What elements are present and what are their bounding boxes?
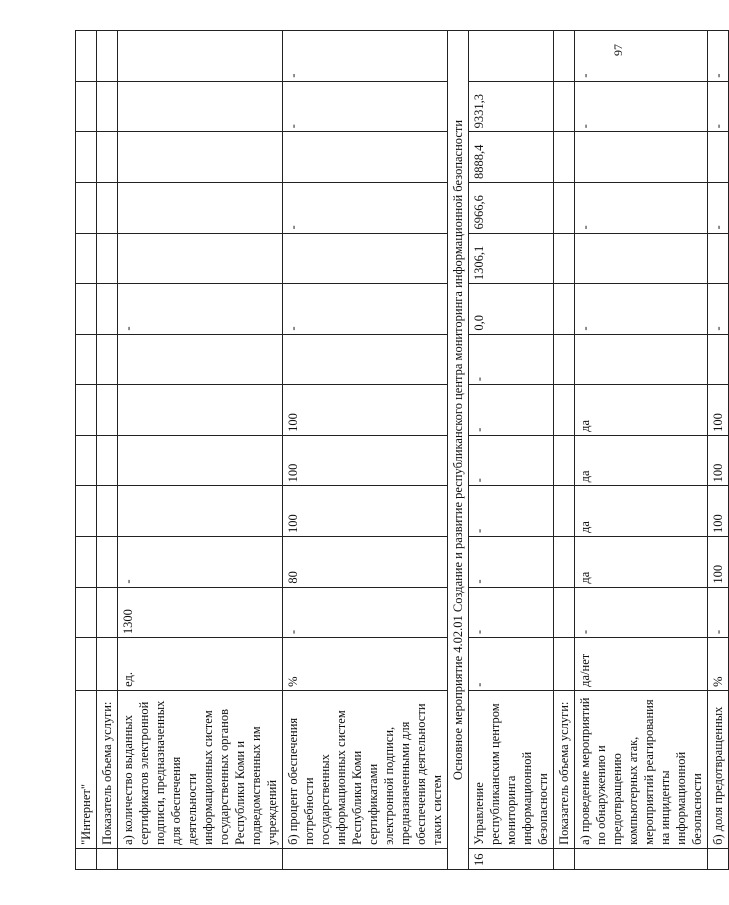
unit-cell xyxy=(76,638,97,691)
value-cell: - xyxy=(708,587,729,638)
row-number-cell xyxy=(283,848,448,869)
value-cell: 100 xyxy=(283,486,448,537)
table-row xyxy=(469,31,554,870)
value-cell: 0,0 xyxy=(469,284,554,335)
value-cell xyxy=(97,132,118,183)
value-cell xyxy=(554,31,575,82)
value-cell xyxy=(283,334,448,385)
value-cell xyxy=(554,587,575,638)
value-cell: - xyxy=(575,81,708,132)
table-row xyxy=(283,31,448,870)
value-cell xyxy=(97,486,118,537)
value-cell xyxy=(554,385,575,436)
unit-cell: % xyxy=(283,638,448,691)
value-cell xyxy=(76,233,97,284)
value-cell xyxy=(469,31,554,82)
value-cell xyxy=(118,486,283,537)
value-cell xyxy=(554,334,575,385)
value-cell: - xyxy=(283,81,448,132)
row-number-cell xyxy=(97,848,118,869)
value-cell xyxy=(118,233,283,284)
value-cell xyxy=(575,132,708,183)
row-number-cell xyxy=(554,848,575,869)
value-cell: да xyxy=(575,385,708,436)
unit-cell xyxy=(97,638,118,691)
value-cell xyxy=(708,334,729,385)
value-cell: 80 xyxy=(283,536,448,587)
row-name-cell: "Интернет" xyxy=(76,690,97,848)
value-cell xyxy=(97,435,118,486)
value-cell xyxy=(708,233,729,284)
value-cell: 1300 xyxy=(118,587,283,638)
value-cell: - xyxy=(283,31,448,82)
value-cell: - xyxy=(118,536,283,587)
value-cell: - xyxy=(469,536,554,587)
row-name-cell: а) проведение мероприятий по обнаружению и предотвращению компьютерных атак, мероприятий реагирования на инциденты информационной безопасности xyxy=(575,690,708,848)
table-row xyxy=(575,31,708,870)
table-row xyxy=(708,31,729,870)
value-cell: - xyxy=(283,182,448,233)
value-cell: 9331,3 xyxy=(469,81,554,132)
value-cell: - xyxy=(575,182,708,233)
value-cell: 6966,6 xyxy=(469,182,554,233)
value-cell: - xyxy=(575,587,708,638)
row-number-cell xyxy=(708,848,729,869)
value-cell: - xyxy=(283,587,448,638)
row-number-cell: 16 xyxy=(469,848,554,869)
value-cell: да xyxy=(575,435,708,486)
value-cell: - xyxy=(708,182,729,233)
value-cell: - xyxy=(469,334,554,385)
unit-cell: % xyxy=(708,638,729,691)
value-cell: - xyxy=(575,31,708,82)
value-cell xyxy=(76,81,97,132)
value-cell xyxy=(283,233,448,284)
section-row xyxy=(448,31,469,870)
value-cell: 100 xyxy=(708,435,729,486)
row-number-cell xyxy=(575,848,708,869)
value-cell: да xyxy=(575,486,708,537)
unit-cell xyxy=(554,638,575,691)
table-row xyxy=(554,31,575,870)
value-cell xyxy=(554,284,575,335)
value-cell xyxy=(97,334,118,385)
value-cell xyxy=(118,385,283,436)
value-cell xyxy=(554,486,575,537)
program-indicators-table xyxy=(75,30,729,870)
value-cell: - xyxy=(469,435,554,486)
value-cell: - xyxy=(469,587,554,638)
value-cell: - xyxy=(575,284,708,335)
value-cell xyxy=(76,284,97,335)
value-cell: - xyxy=(469,486,554,537)
value-cell: 100 xyxy=(708,486,729,537)
value-cell: 1306,1 xyxy=(469,233,554,284)
value-cell xyxy=(97,385,118,436)
value-cell: 100 xyxy=(708,536,729,587)
value-cell: да xyxy=(575,536,708,587)
value-cell xyxy=(554,81,575,132)
value-cell xyxy=(554,182,575,233)
value-cell xyxy=(97,233,118,284)
row-name-cell: б) процент обеспечения потребности государственных информационных систем Республики Коми сертификатами электронной подписи, предназначенными для обеспечения деятельности таких систем xyxy=(283,690,448,848)
value-cell: 100 xyxy=(283,435,448,486)
value-cell xyxy=(97,536,118,587)
row-name-cell: Показатель объема услуги: xyxy=(554,690,575,848)
value-cell xyxy=(76,536,97,587)
value-cell xyxy=(554,536,575,587)
value-cell xyxy=(118,132,283,183)
value-cell: - xyxy=(708,81,729,132)
row-number-cell xyxy=(118,848,283,869)
value-cell: 8888,4 xyxy=(469,132,554,183)
value-cell xyxy=(554,132,575,183)
unit-cell: - xyxy=(469,638,554,691)
value-cell xyxy=(554,233,575,284)
value-cell xyxy=(118,31,283,82)
value-cell xyxy=(76,132,97,183)
value-cell xyxy=(575,334,708,385)
value-cell: - xyxy=(118,284,283,335)
value-cell: - xyxy=(708,31,729,82)
value-cell xyxy=(76,435,97,486)
value-cell xyxy=(97,587,118,638)
page-number: 97 xyxy=(611,44,625,56)
value-cell: - xyxy=(708,284,729,335)
row-name-cell: б) доля предотвращенных xyxy=(708,690,729,848)
row-name-cell: а) количество выданных сертификатов электронной подписи, предназначенных для обеспечения деятельности информационных систем государственных органов Республики Коми и подведомственных им учреждений xyxy=(118,690,283,848)
value-cell: 100 xyxy=(283,385,448,436)
value-cell: 100 xyxy=(708,385,729,436)
row-number-cell xyxy=(76,848,97,869)
unit-cell: да/нет xyxy=(575,638,708,691)
value-cell xyxy=(575,233,708,284)
value-cell xyxy=(76,385,97,436)
value-cell xyxy=(97,31,118,82)
value-cell xyxy=(76,31,97,82)
row-name-cell: Показатель объема услуги: xyxy=(97,690,118,848)
value-cell xyxy=(118,182,283,233)
value-cell xyxy=(118,435,283,486)
value-cell xyxy=(76,334,97,385)
table-row xyxy=(97,31,118,870)
table-row xyxy=(76,31,97,870)
value-cell xyxy=(118,334,283,385)
value-cell xyxy=(283,132,448,183)
value-cell xyxy=(97,182,118,233)
value-cell xyxy=(554,435,575,486)
value-cell xyxy=(97,284,118,335)
value-cell: - xyxy=(283,284,448,335)
value-cell xyxy=(118,81,283,132)
table-row xyxy=(118,31,283,870)
value-cell xyxy=(76,587,97,638)
value-cell xyxy=(76,182,97,233)
row-name-cell: Управление республиканским центром мониторинга информационной безопасности xyxy=(469,690,554,848)
value-cell xyxy=(97,81,118,132)
unit-cell: ед. xyxy=(118,638,283,691)
value-cell xyxy=(76,486,97,537)
section-title: Основное мероприятие 4.02.01 Создание и развитие республиканского центра мониторинга информационной безопасности xyxy=(448,31,469,870)
value-cell xyxy=(708,132,729,183)
value-cell: - xyxy=(469,385,554,436)
